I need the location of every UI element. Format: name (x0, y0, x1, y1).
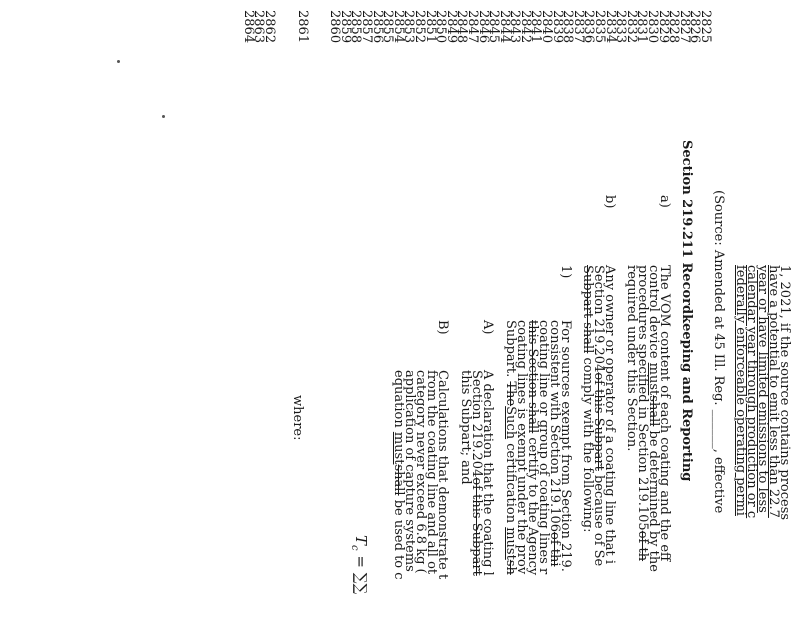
body-line: year or have limited emissions to less (755, 265, 770, 513)
line-number: 2861 (294, 10, 310, 44)
line-number: 2835 (592, 10, 608, 44)
body-line: have a potential to emit less than 22.7 (766, 265, 781, 518)
line-number: 2864 (240, 10, 256, 44)
line-number: 2854 (390, 10, 406, 44)
line-number: 2858 (348, 10, 364, 44)
body-line: Section 219.204of this Subpart because of Se (591, 265, 606, 567)
line-number: 2839 (549, 10, 565, 44)
body-line: Any owner or operator of a coating line that i (602, 265, 617, 565)
line-number: 2851 (422, 10, 438, 44)
subsection-label: 1) (558, 265, 573, 279)
line-number: 2833 (613, 10, 629, 44)
subsection-label: b) (602, 195, 617, 209)
line-number: 2846 (475, 10, 491, 44)
line-number: 2856 (369, 10, 385, 44)
body-line: Calculations that demonstrate t (435, 370, 450, 580)
line-number: 2834 (602, 10, 618, 44)
line-number: 2842 (517, 10, 533, 44)
rotated-page (110, 0, 800, 618)
body-line: coating line or group of coating lines r (536, 320, 551, 575)
line-number: 2849 (443, 10, 459, 44)
line-number-column (240, 10, 713, 50)
subsection-label: a) (657, 195, 672, 208)
line-number: 2838 (560, 10, 576, 44)
line-number: 2829 (655, 10, 671, 44)
line-number: 2832 (623, 10, 639, 44)
line-number: 2844 (496, 10, 512, 44)
line-number: 2840 (539, 10, 555, 44)
line-number: 2847 (464, 10, 480, 44)
line-number: 2862 (262, 10, 278, 44)
body-line: Section 219.204of this Subpart (469, 370, 484, 576)
body-line: control device mustshall be determined by the (646, 265, 661, 572)
body-line: calendar year through production or c (744, 265, 759, 519)
line-number: 2836 (581, 10, 597, 44)
body-line: this Subpart; and (458, 370, 473, 485)
body-line: The VOM content of each coating and the eff (657, 265, 672, 562)
summation-formula: $T_c$ = ∑∑ (349, 535, 370, 595)
line-number: 2863 (251, 10, 267, 44)
body-line: category never exceed 6.8 kg ( (413, 370, 428, 574)
line-number: 2825 (698, 10, 713, 44)
line-number: 2831 (634, 10, 650, 44)
subsection-label: B) (435, 320, 450, 335)
subsection-label: A) (480, 320, 495, 335)
body-line: application of capture systems (402, 370, 417, 572)
line-number: 2841 (528, 10, 544, 44)
line-number: 2848 (454, 10, 470, 44)
line-number-gap (274, 10, 296, 50)
line-number: 2853 (401, 10, 417, 44)
line-number: 2857 (359, 10, 374, 44)
body-line: procedures specified in Section 219.105of th (635, 265, 650, 562)
line-number: 2827 (676, 10, 692, 44)
body-line: this Section shall certify to the Agency (525, 320, 540, 576)
line-number-gap (307, 10, 329, 50)
where-label: where: (290, 395, 305, 441)
body-line: For sources exempt from Section 219. (558, 320, 573, 572)
line-number: 2830 (645, 10, 661, 44)
body-line: equation mustshall be used to c (391, 370, 406, 580)
body-line: 1, 2021, if the source contains process (777, 265, 792, 521)
line-number: 2860 (327, 10, 343, 44)
line-number: 2850 (433, 10, 449, 44)
line-number: 2852 (411, 10, 427, 44)
body-line: from the coating line and all ot (424, 370, 439, 575)
line-number: 2843 (507, 10, 523, 44)
source-note: (Source: Amended at 45 Ill. Reg. ______, effective (711, 190, 726, 514)
body-line: Subpart shall comply with the following: (580, 265, 595, 533)
line-number: 2859 (337, 10, 353, 44)
line-number: 2845 (486, 10, 502, 44)
body-line: Subpart. TheSuch certification mustsh (503, 320, 518, 575)
line-number: 2828 (666, 10, 682, 44)
line-number: 2855 (380, 10, 396, 44)
body-line: coating lines is exempt under the prov (514, 320, 529, 575)
body-line: consistent with Section 219.106of thi (547, 320, 562, 567)
body-line: A declaration that the coating l (480, 370, 495, 576)
body-line: federally enforceable operating permi (733, 265, 748, 516)
body-line: required under this Section. (624, 265, 639, 452)
line-number: 2837 (570, 10, 586, 44)
section-heading: Section 219.211 Recordkeeping and Reporting (679, 140, 694, 482)
line-number: 2826 (687, 10, 703, 44)
